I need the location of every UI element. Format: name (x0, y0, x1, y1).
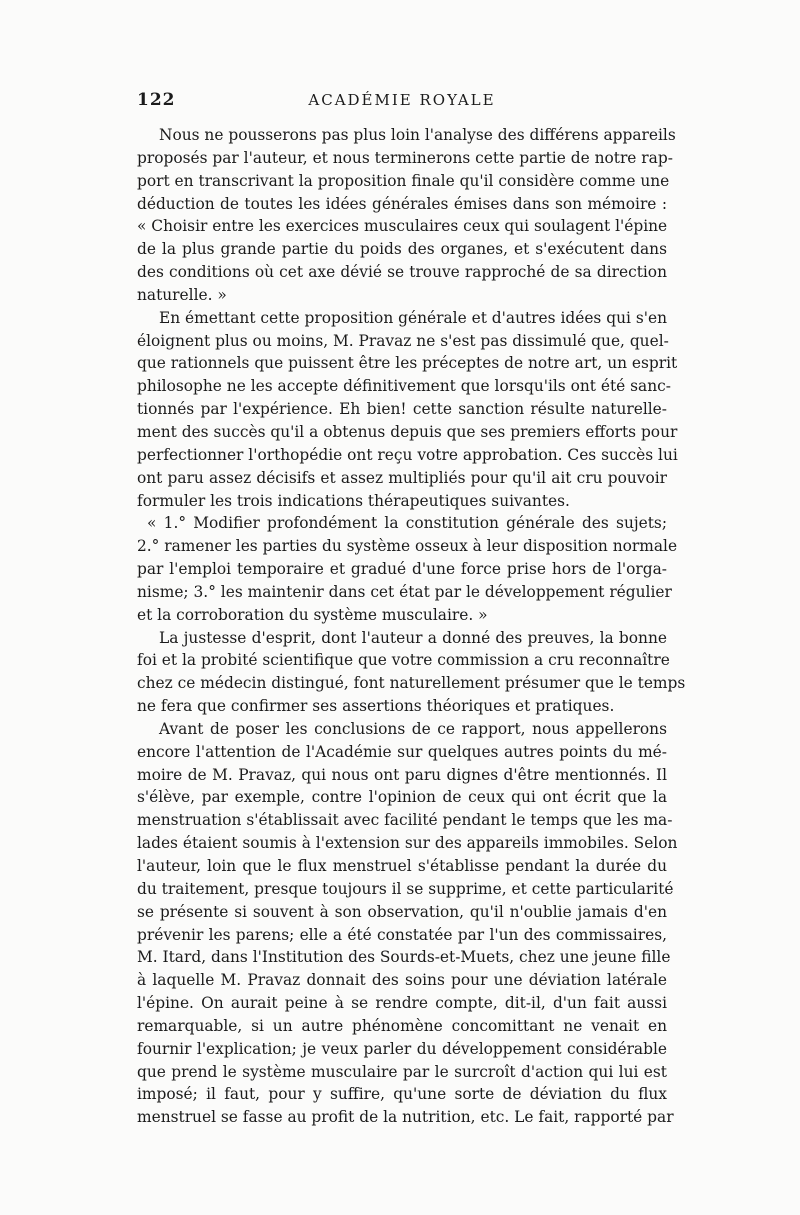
text-line: Avant de poser les conclusions de ce rapport, nous appellerons (159, 719, 667, 738)
text-line: l'épine. On aurait peine à se rendre compte, dit-il, d'un fait aussi (137, 994, 667, 1013)
text-line: menstruation s'établissait avec facilité pendant le temps que les ma- (137, 811, 673, 830)
text-line: tionnés par l'expérience. Eh bien! cette sanction résulte naturelle- (137, 400, 667, 419)
text-line: ne fera que confirmer ses assertions théoriques et pratiques. (137, 697, 615, 716)
text-line: imposé; il faut, pour y suffire, qu'une sorte de déviation du flux (137, 1085, 667, 1104)
text-line: l'auteur, loin que le flux menstruel s'établisse pendant la durée du (137, 857, 667, 875)
text-line: que rationnels que puissent être les préceptes de notre art, un esprit (137, 354, 678, 373)
text-line: perfectionner l'orthopédie ont reçu votre approbation. Ces succès lui (137, 445, 678, 464)
text-line: prévenir les parens; elle a été constatée par l'un des commissaires, (137, 925, 667, 944)
text-line: remarquable, si un autre phénomène concomittant ne venait en (137, 1016, 667, 1035)
text-line: se présente si souvent à son observation, qu'il n'oublie jamais d'en (137, 902, 667, 921)
text-line: Nous ne pousserons pas plus loin l'analyse des différens appareils (159, 126, 676, 144)
text-line: éloignent plus ou moins, M. Pravaz ne s'est pas dissimulé que, quel- (137, 331, 669, 350)
text-line: des conditions où cet axe dévié se trouve rapproché de sa direction (137, 263, 667, 282)
text-line: ment des succès qu'il a obtenus depuis que ses premiers efforts pour (137, 422, 678, 441)
book-page (137, 90, 686, 1129)
text-line: port en transcrivant la proposition finale qu'il considère comme une (137, 171, 670, 190)
text-line: nisme; 3.° les maintenir dans cet état par le développement régulier (137, 582, 672, 601)
text-line: La justesse d'esprit, dont l'auteur a donné des preuves, la bonne (159, 628, 667, 647)
paragraph (137, 512, 678, 626)
text-line: proposés par l'auteur, et nous terminerons cette partie de notre rap- (137, 148, 673, 167)
text-line: foi et la probité scientifique que votre commission a cru reconnaître (137, 651, 670, 670)
running-head (137, 90, 667, 116)
text-line: et la corroboration du système musculaire. » (137, 605, 488, 624)
text-line: moire de M. Pravaz, qui nous ont paru dignes d'être mentionnés. Il (137, 765, 667, 784)
running-title: ACADÉMIE ROYALE (308, 91, 496, 109)
text-line: menstruel se fasse au profit de la nutrition, etc. Le fait, rapporté par (137, 1108, 674, 1127)
paragraph (137, 718, 678, 1129)
text-body (137, 124, 686, 1129)
text-line: En émettant cette proposition générale et d'autres idées qui s'en (159, 308, 667, 327)
text-line: encore l'attention de l'Académie sur quelques autres points du mé- (137, 742, 667, 761)
text-line: formuler les trois indications thérapeutiques suivantes. (137, 491, 570, 510)
text-line: 2.° ramener les parties du système osseux à leur disposition normale (137, 537, 678, 556)
text-line: lades étaient soumis à l'extension sur des appareils immobiles. Selon (137, 834, 678, 853)
page-number: 122 (137, 90, 176, 110)
paragraph (137, 307, 678, 513)
text-line: que prend le système musculaire par le surcroît d'action qui lui est (137, 1062, 667, 1081)
text-line: « 1.° Modifier profondément la constitution générale des sujets; (147, 514, 667, 533)
text-line: à laquelle M. Pravaz donnait des soins pour une déviation latérale (137, 971, 667, 990)
text-line: M. Itard, dans l'Institution des Sourds-et-Muets, chez une jeune fille (137, 948, 671, 967)
text-line: « Choisir entre les exercices musculaires ceux qui soulagent l'épine (137, 217, 668, 236)
paragraph (137, 627, 686, 718)
text-line: philosophe ne les accepte définitivement que lorsqu'ils ont été sanc- (137, 377, 671, 396)
text-line: du traitement, presque toujours il se supprime, et cette particularité (137, 879, 674, 898)
text-line: déduction de toutes les idées générales émises dans son mémoire : (137, 194, 667, 213)
text-line: naturelle. » (137, 285, 227, 304)
text-line: s'élève, par exemple, contre l'opinion de ceux qui ont écrit que la (137, 788, 667, 807)
text-line: fournir l'explication; je veux parler du développement considérable (137, 1039, 667, 1058)
paragraph (137, 124, 676, 307)
text-line: de la plus grande partie du poids des organes, et s'exécutent dans (137, 240, 667, 259)
text-line: par l'emploi temporaire et gradué d'une force prise hors de l'orga- (137, 560, 667, 579)
text-line: ont paru assez décisifs et assez multipliés pour qu'il ait cru pouvoir (137, 468, 667, 487)
text-line: chez ce médecin distingué, font naturellement présumer que le temps (137, 674, 686, 693)
